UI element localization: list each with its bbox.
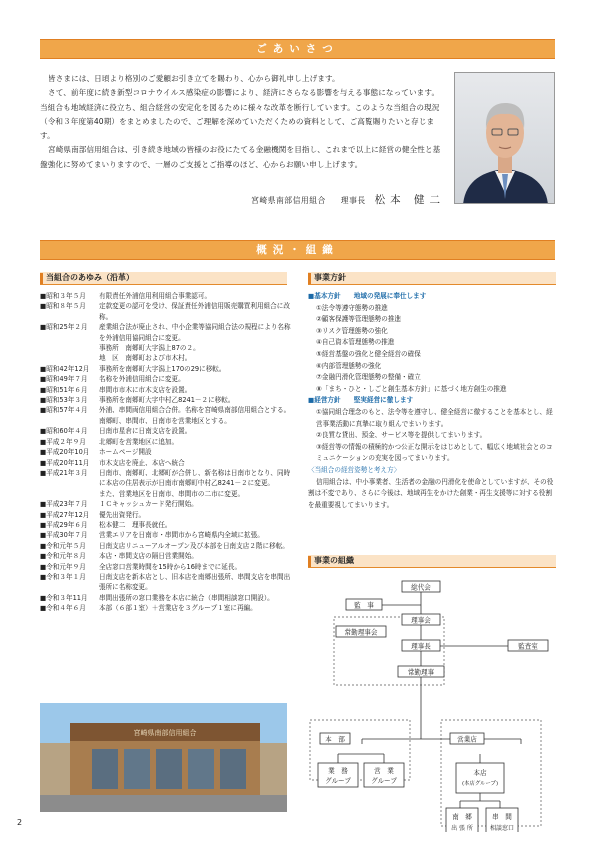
history-date: ■令和３年１月 [40, 572, 86, 581]
basic-policy-item: ⑤経営基盤の強化と健全経営の確保 [316, 349, 421, 358]
basic-policy-item: ④自己資本管理態勢の推進 [316, 338, 395, 347]
branch-photo [40, 703, 287, 812]
org-standing-directors: 常勤理事 [407, 668, 435, 677]
greeting-signature [200, 192, 445, 207]
history-item [40, 520, 295, 530]
stance-text: 信用組合は、中小事業者、生活者の金融の円滑化を使命としていますが、その役割は不変であり、さらに今後は、地域再生をかけた創業・再生支援等に対する役割を最重要視してまいります。 [308, 477, 554, 509]
history-date: ■昭和42年12月 [40, 364, 90, 373]
signature-name: 松本 健二 [374, 194, 445, 206]
history-text: 日南市星倉に日南支店を設置。 [99, 427, 192, 436]
history-text: 日南市、南郷町、北郷町が合併し、新名称は日南市となり、同時に本店の住居表示が日南市南郷町中村乙8241－２に変更。 [99, 468, 291, 488]
history-item [40, 458, 295, 468]
history-text: 外浦、串間両信用組合合併。名称を宮崎県南部信用組合とする。 [99, 406, 291, 415]
greeting-paragraph-2: さて、前年度に続き新型コロナウイルス感染症の影響により、経済にさらなる影響を与える事態になっています。当組合も地域経済に役立ち、組合経営の安定化を図るために様々な改革を断行しています。このような当組合の現況（令和３年度第40期）をまとめましたので、ご理解を深めていただくための資料として、ご高覧賜りたいと存じます。 [40, 88, 440, 141]
org-sales-b: グループ [371, 777, 397, 785]
history-item [40, 572, 295, 593]
history-text: 南郷町、串間市、日南市を営業地区とする。 [99, 416, 231, 425]
history-date: ■昭和60年４月 [40, 427, 88, 436]
basic-policy-list [308, 303, 556, 396]
policy-heading: 事業方針 [308, 272, 556, 285]
history-text: 事務所を南郷町大字潟上170の29に移転。 [99, 364, 226, 373]
history-text: 定款変更の認可を受け、保証責任外浦信用販売購買利用組合に改称。 [99, 302, 290, 321]
history-date: ■昭和53年３月 [40, 396, 88, 405]
history-item [40, 593, 295, 603]
history-text: 北郷町を営業地区に追加。 [99, 437, 179, 446]
org-main-b: (本店グループ) [461, 781, 499, 787]
org-nango-a: 南 郷 [452, 813, 472, 821]
management-policy-item: ①協同組合理念のもと、法令等を遵守し、健全経営に徹することを基本とし、経営事業活動に真摯に取り組んでまいります。 [316, 407, 553, 428]
basic-policy-item: ①法令等遵守態勢の推進 [316, 303, 388, 312]
history-item [40, 301, 295, 322]
history-text: 串間市市木に市木支店を設置。 [99, 385, 192, 394]
stance-label: 〈当組合の経営姿勢と考え方〉 [308, 465, 401, 474]
history-text: 名称を外浦信用組合に変更。 [99, 375, 185, 384]
history-item [40, 447, 295, 457]
history-item [40, 416, 295, 426]
history-text: 産業組合法が廃止され、中小企業等協同組合法の規程により名称を外浦信用協同組合に変更。 [99, 323, 291, 342]
basic-policy-item: ②顧客保護等管理態勢の推進 [316, 315, 402, 324]
history-item [40, 541, 295, 551]
history-text: 本店・串間支店の隔日営業開始。 [99, 552, 198, 561]
organization-heading: 事業の組織 [308, 555, 556, 568]
history-date: ■昭和25年２月 [40, 323, 88, 332]
org-nango-b: 出 張 所 [451, 825, 473, 832]
history-item [40, 489, 295, 499]
org-general: 総代会 [411, 583, 431, 592]
history-item [40, 364, 295, 374]
management-policy-label: ■経営方針 堅実経営に徹します [308, 396, 414, 405]
history-text: 松本健二 理事長就任。 [99, 520, 172, 529]
history-text: 優先出資発行。 [99, 510, 146, 519]
overview-header: 概況・組織 [40, 240, 555, 260]
history-item [40, 551, 295, 561]
basic-policy-item: ③リスク管理態勢の強化 [316, 326, 388, 335]
history-date: ■平成27年12月 [40, 510, 90, 519]
history-item [40, 499, 295, 509]
history-text: 本部（６部１室）＋営業店を３グループ１室に再編。 [99, 604, 257, 613]
page-number: 2 [17, 818, 23, 827]
history-date [40, 343, 99, 353]
history-date [40, 353, 99, 363]
history-text: また、営業地区を日南市、串間市の二市に変更。 [99, 489, 245, 498]
history-date: ■平成20年10月 [40, 448, 90, 457]
history-date: ■昭和３年５月 [40, 292, 86, 300]
greeting-header: ごあいさつ [40, 39, 555, 59]
history-item [40, 530, 295, 540]
org-board: 理事会 [411, 616, 431, 625]
history-date: ■昭和８年５月 [40, 302, 86, 311]
history-list [40, 291, 295, 614]
history-date: ■昭和57年４月 [40, 406, 88, 415]
org-main-a: 本店 [473, 769, 487, 777]
management-policy-item: ③経営等の情報の積極的かつ公正な開示をはじめとして、幅広く地域社会とのコミュニケーションの充実を図ってまいります。 [316, 442, 553, 463]
org-hq-label: 本 部 [325, 735, 345, 744]
history-text: 地 区 南郷町および市木村。 [99, 354, 192, 363]
history-text: 日南支店リニューアルオープン及び本部を日南支店２階に移転。 [99, 541, 289, 550]
history-item [40, 603, 295, 613]
organization-chart [300, 570, 562, 832]
history-date [40, 416, 99, 426]
history-item [40, 510, 295, 520]
history-item [40, 562, 295, 572]
management-policy-item: ②良質な貸出、預金、サービス等を提供してまいります。 [316, 431, 487, 440]
history-text: 事務所を南郷町大字中村乙8241－２に移転。 [99, 396, 235, 405]
org-audit-office: 監査室 [518, 642, 538, 651]
policy-block [308, 291, 556, 511]
history-date: ■平成29年６月 [40, 520, 88, 529]
greeting-paragraph-1: 皆さまには、日頃より格別のご愛顧お引き立てを賜わり、心から御礼申し上げます。 [48, 74, 340, 83]
history-date: ■平成21年３月 [40, 468, 88, 477]
signature-org: 宮崎県南部信用組合 [251, 196, 326, 205]
history-text: 全店窓口営業時間を15時から16時までに延長。 [99, 562, 242, 571]
history-item [40, 291, 295, 301]
history-date: ■令和４年６月 [40, 604, 86, 613]
org-auditor: 監 事 [354, 601, 374, 610]
history-text: 串間出張所の窓口業務を本店に統合（串間相談窓口開設）。 [99, 593, 274, 602]
history-heading: 当組合のあゆみ（沿革） [40, 272, 287, 285]
greeting-paragraph-3: 宮崎県南部信用組合は、引き続き地域の皆様のお役にたてる金融機関を目指し、これまで以上に経営の健全性と基盤強化に努めてまいりますので、一層のご支援とご指導のほど、心からお願い申し上げます。 [40, 145, 441, 169]
history-item [40, 343, 295, 353]
management-policy-list [308, 407, 556, 465]
history-item [40, 322, 295, 343]
org-kushima-b: 相談窓口 [489, 825, 515, 832]
history-date [40, 489, 99, 499]
history-text: 日南支店を新本店とし、旧本店を南郷出張所、串間支店を串間出張所に名称変更。 [99, 572, 291, 592]
president-photo [454, 72, 555, 204]
greeting-body [40, 72, 445, 172]
org-kushima-a: 串 間 [492, 813, 512, 821]
history-text: ホームページ開設 [99, 448, 152, 457]
org-business-b: グループ [325, 777, 351, 785]
history-text: 有限責任外浦信用利用組合事業認可。 [99, 292, 212, 300]
history-text: 市木支店を廃止、本店へ統合 [99, 458, 185, 467]
org-sales-a: 営 業 [374, 767, 394, 775]
signature-role: 理事長 [340, 196, 366, 205]
org-standing-board: 常勤理事会 [344, 628, 378, 637]
history-item [40, 385, 295, 395]
history-item [40, 405, 295, 415]
store-sign: 宮崎県南部信用組合 [133, 729, 197, 737]
history-date: ■令和元年９月 [40, 562, 86, 571]
history-date: ■昭和51年６月 [40, 385, 88, 394]
history-item [40, 353, 295, 363]
history-date: ■令和３年11月 [40, 593, 88, 602]
basic-policy-label: ■基本方針 地域の発展に奉仕します [308, 292, 427, 300]
history-item [40, 468, 295, 489]
history-text: ＩＣキャッシュカード発行開始。 [99, 500, 198, 509]
history-date: ■平成30年７月 [40, 531, 88, 540]
basic-policy-item: ⑧「まち・ひと・しごと創生基本方針」に基づく地方創生の推進 [316, 384, 507, 393]
history-date: ■昭和49年７月 [40, 375, 88, 384]
basic-policy-item: ⑦金融円滑化管理態勢の整備・確立 [316, 373, 421, 382]
history-text: 営業エリアを日南市・串間市から宮崎県内全域に拡張。 [99, 531, 264, 540]
history-date: ■令和元年８月 [40, 552, 86, 561]
history-item [40, 426, 295, 436]
basic-policy-item: ⑥内部管理態勢の強化 [316, 361, 382, 370]
history-date: ■平成20年11月 [40, 458, 90, 467]
history-item [40, 395, 295, 405]
history-item [40, 374, 295, 384]
history-text: 事務所 南郷町大字潟上87の２。 [99, 344, 200, 353]
org-branch-label: 営業店 [457, 735, 477, 744]
org-president: 理事長 [411, 642, 431, 651]
history-date: ■令和元年５月 [40, 541, 86, 550]
history-date: ■平成23年７月 [40, 500, 88, 509]
history-item [40, 437, 295, 447]
history-date: ■平成２年９月 [40, 437, 86, 446]
org-business-a: 業 務 [328, 767, 348, 775]
